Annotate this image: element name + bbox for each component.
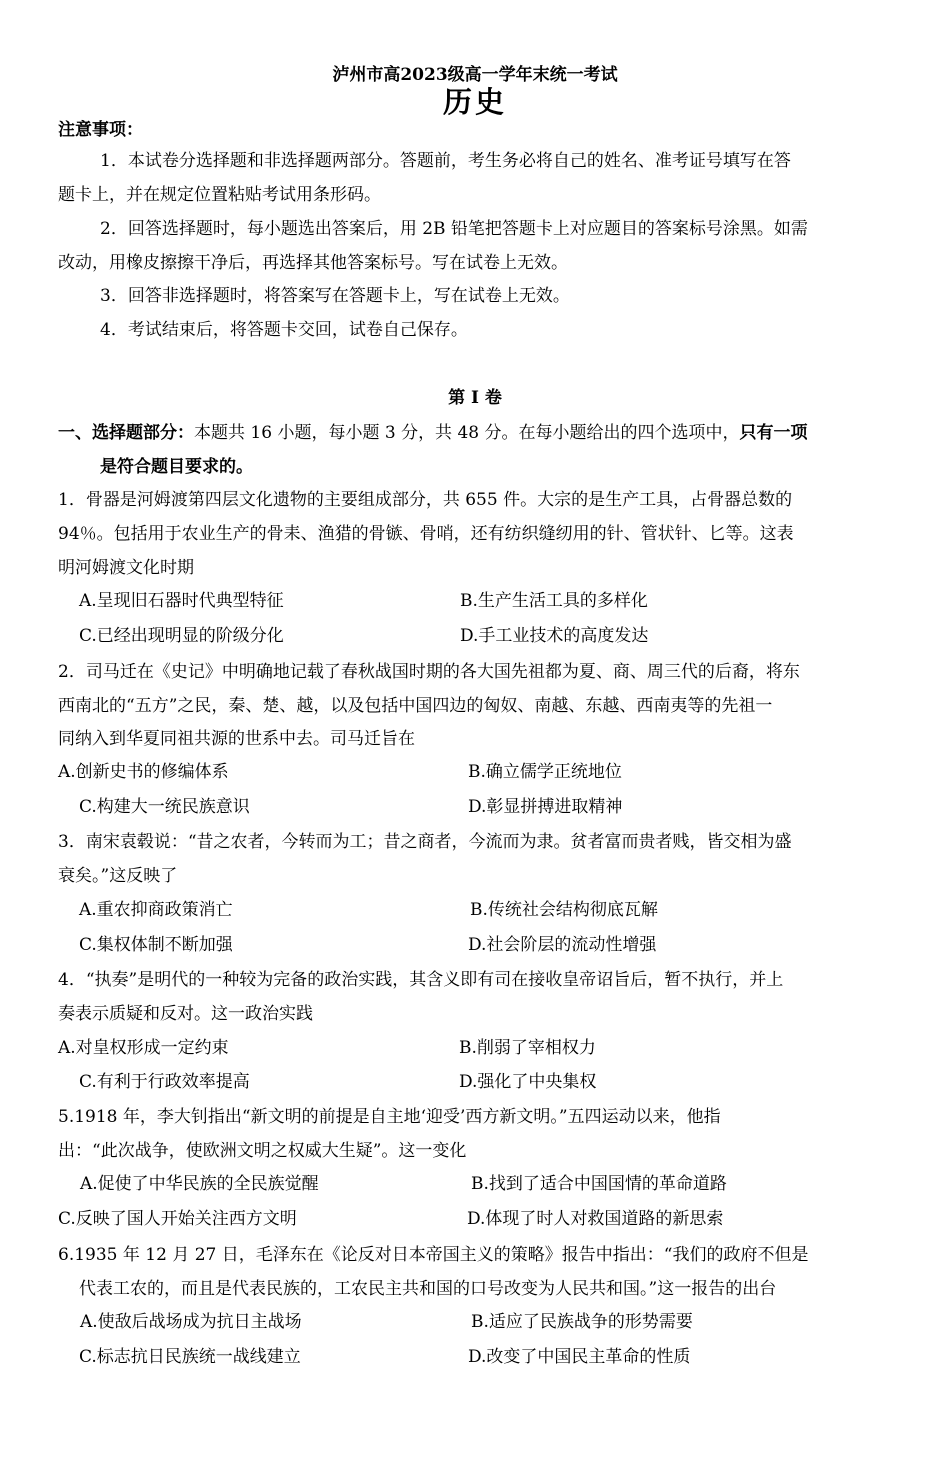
- q5-option-b: B.找到了适合中国国情的革命道路: [471, 1174, 727, 1194]
- section-1-emphasis: 只有一项: [739, 423, 808, 443]
- q5-line-1: 5.1918 年，李大钊指出“新文明的前提是自主地‘迎受’西方新文明。”五四运动以来，他指: [58, 1107, 721, 1127]
- q2-line-1: 2．司马迁在《史记》中明确地记载了春秋战国时期的各大国先祖都为夏、商、周三代的后裔，将东: [58, 662, 800, 682]
- q2-option-b: B.确立儒学正统地位: [468, 762, 622, 782]
- note-2-line-1: 2．回答选择题时，每小题选出答案后，用 2B 铅笔把答题卡上对应题目的答案标号涂黑。如需: [100, 219, 808, 239]
- subject-title: 历史: [442, 85, 507, 119]
- q2-line-2: 西南北的“五方”之民，秦、楚、越，以及包括中国四边的匈奴、南越、东越、西南夷等的先祖一: [58, 696, 773, 716]
- q5-option-a: A.促使了中华民族的全民族觉醒: [80, 1174, 319, 1194]
- q1-option-b: B.生产生活工具的多样化: [460, 591, 648, 611]
- q3-option-c: C.集权体制不断加强: [79, 935, 233, 955]
- q6-option-a: A.使敌后战场成为抗日主战场: [80, 1312, 302, 1332]
- note-4: 4．考试结束后，将答题卡交回，试卷自己保存。: [100, 320, 468, 340]
- section-1-heading: [58, 421, 808, 445]
- note-1-line-1: 1．本试卷分选择题和非选择题两部分。答题前，考生务必将自己的姓名、准考证号填写在答: [100, 151, 791, 171]
- q1-option-d: D.手工业技术的高度发达: [460, 626, 649, 646]
- section-1-lead: 一、选择题部分：: [58, 423, 194, 443]
- section-1-line-2: 是符合题目要求的。: [100, 457, 253, 477]
- q6-option-c: C.标志抗日民族统一战线建立: [79, 1347, 301, 1367]
- note-3: 3．回答非选择题时，将答案写在答题卡上，写在试卷上无效。: [100, 286, 570, 306]
- q4-line-1: 4．“执奏”是明代的一种较为完备的政治实践，其含义即有司在接收皇帝诏旨后，暂不执行，并上: [58, 970, 784, 990]
- q3-line-1: 3．南宋袁毂说：“昔之农者，今转而为工；昔之商者，今流而为隶。贫者富而贵者贱，皆交相为盛: [58, 832, 792, 852]
- q3-option-a: A.重农抑商政策消亡: [79, 900, 233, 920]
- q1-option-c: C.已经出现明显的阶级分化: [79, 626, 284, 646]
- section-1-text: 本题共 16 小题，每小题 3 分，共 48 分。在每小题给出的四个选项中，: [194, 423, 740, 443]
- q3-line-2: 衰矣。”这反映了: [58, 866, 178, 886]
- q5-line-2: 出：“此次战争，使欧洲文明之权威大生疑”。这一变化: [58, 1141, 467, 1161]
- q4-option-b: B.削弱了宰相权力: [459, 1038, 596, 1058]
- q2-option-d: D.彰显拼搏进取精神: [468, 797, 623, 817]
- notes-heading: 注意事项：: [58, 120, 143, 140]
- q5-option-d: D.体现了时人对救国道路的新思索: [467, 1209, 724, 1229]
- q2-option-c: C.构建大一统民族意识: [79, 797, 250, 817]
- q2-option-a: A.创新史书的修编体系: [58, 762, 229, 782]
- q6-option-b: B.适应了民族战争的形势需要: [471, 1312, 693, 1332]
- q6-line-2: 代表工农的，而且是代表民族的，工农民主共和国的口号改变为人民共和国。”这一报告的出台: [79, 1279, 777, 1299]
- q5-option-c: C.反映了国人开始关注西方文明: [58, 1209, 297, 1229]
- q1-line-1: 1．骨器是河姆渡第四层文化遗物的主要组成部分，共 655 件。大宗的是生产工具，占骨器总数的: [58, 490, 793, 510]
- q3-option-d: D.社会阶层的流动性增强: [468, 935, 657, 955]
- note-2-line-2: 改动，用橡皮擦擦干净后，再选择其他答案标号。写在试卷上无效。: [58, 253, 568, 273]
- q4-option-c: C.有利于行政效率提高: [79, 1072, 250, 1092]
- q1-option-a: A.呈现旧石器时代典型特征: [79, 591, 284, 611]
- q4-option-a: A.对皇权形成一定约束: [58, 1038, 229, 1058]
- exam-title: 泸州市高2023级高一学年末统一考试: [332, 65, 618, 85]
- q4-option-d: D.强化了中央集权: [459, 1072, 597, 1092]
- q6-option-d: D.改变了中国民主革命的性质: [468, 1347, 691, 1367]
- q1-line-2: 94％。包括用于农业生产的骨耒、渔猎的骨镞、骨哨，还有纺织缝纫用的针、管状针、匕等。这表: [58, 524, 794, 544]
- q2-line-3: 同纳入到华夏同祖共源的世系中去。司马迁旨在: [58, 729, 415, 749]
- q3-option-b: B.传统社会结构彻底瓦解: [470, 900, 658, 920]
- q6-line-1: 6.1935 年 12 月 27 日，毛泽东在《论反对日本帝国主义的策略》报告中指出：“我们的政府不但是: [58, 1245, 809, 1265]
- volume-heading: 第 I 卷: [448, 388, 502, 408]
- note-1-line-2: 题卡上，并在规定位置粘贴考试用条形码。: [58, 185, 381, 205]
- q4-line-2: 奏表示质疑和反对。这一政治实践: [58, 1004, 313, 1024]
- q1-line-3: 明河姆渡文化时期: [58, 558, 194, 578]
